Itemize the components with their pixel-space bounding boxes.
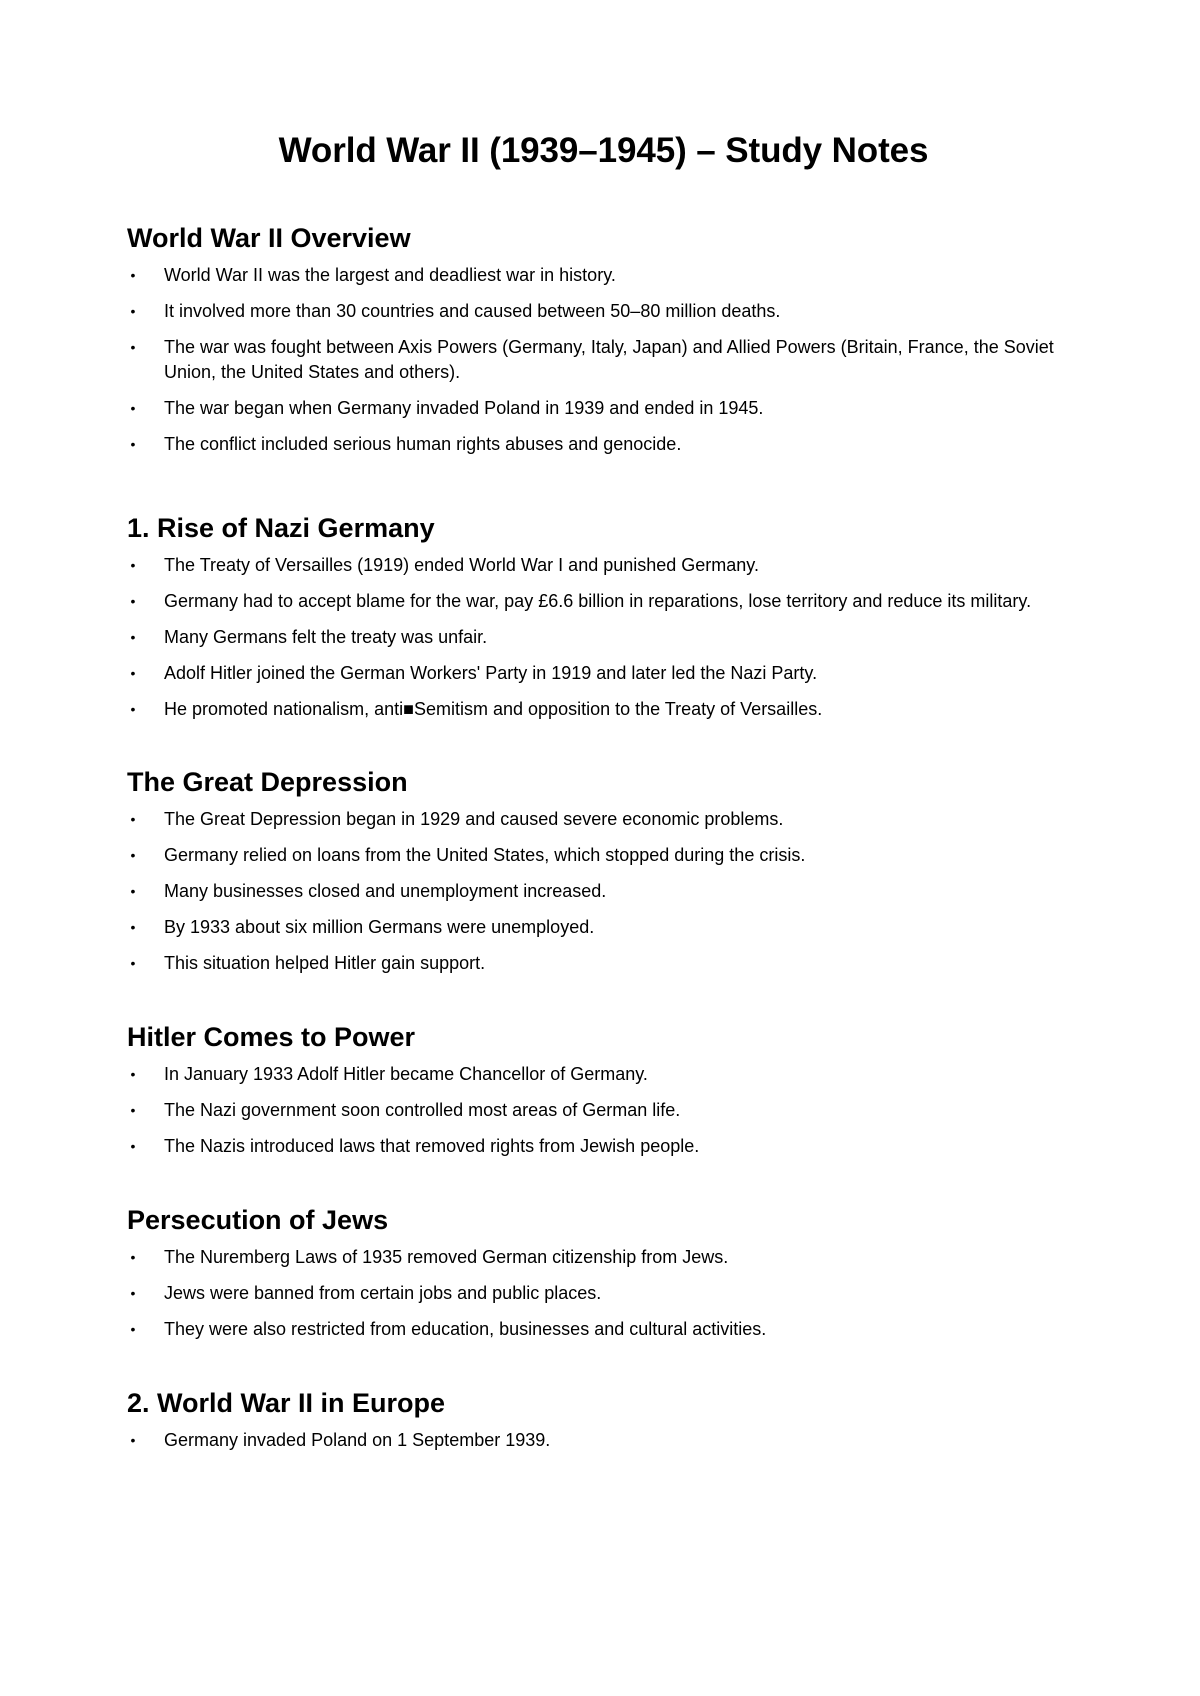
list-item xyxy=(127,1062,1080,1087)
list-item-text: In January 1933 Adolf Hitler became Chancellor of Germany. xyxy=(164,1064,648,1084)
section-heading: 1. Rise of Nazi Germany xyxy=(127,513,435,543)
section-heading: World War II Overview xyxy=(127,223,411,253)
bullet-icon: • xyxy=(130,919,136,935)
bullet-icon: • xyxy=(130,883,136,899)
list-item xyxy=(127,1098,1080,1123)
section xyxy=(127,762,1080,976)
document-title: World War II (1939–1945) – Study Notes xyxy=(278,131,929,170)
bullet-icon: • xyxy=(130,1249,136,1265)
bullet-icon: • xyxy=(130,339,136,355)
list-item-text: Germany had to accept blame for the war, pay £6.6 billion in reparations, lose territory and reduce its military. xyxy=(164,591,1032,611)
section-heading: Persecution of Jews xyxy=(127,1205,389,1235)
list-item-text: Jews were banned from certain jobs and public places. xyxy=(164,1283,602,1303)
section xyxy=(127,1200,1080,1342)
list-item xyxy=(127,1317,1080,1342)
bullet-list xyxy=(127,1245,1080,1342)
list-item xyxy=(127,263,1080,288)
list-item xyxy=(127,697,1080,722)
section xyxy=(127,218,1080,457)
list-item-text: The Nuremberg Laws of 1935 removed German citizenship from Jews. xyxy=(164,1247,729,1267)
bullet-icon: • xyxy=(130,303,136,319)
bullet-icon: • xyxy=(130,1102,136,1118)
list-item-text: It involved more than 30 countries and caused between 50–80 million deaths. xyxy=(164,301,781,321)
bullet-list xyxy=(127,1062,1080,1159)
list-item xyxy=(127,843,1080,868)
section xyxy=(127,508,1080,722)
bullet-list xyxy=(127,553,1080,722)
list-item-text: Germany invaded Poland on 1 September 1939. xyxy=(164,1430,551,1450)
list-item xyxy=(127,299,1080,324)
list-item xyxy=(127,661,1080,686)
list-item xyxy=(127,335,1080,385)
list-item xyxy=(127,951,1080,976)
list-item-text: By 1933 about six million Germans were unemployed. xyxy=(164,917,595,937)
list-item xyxy=(127,553,1080,578)
section xyxy=(127,1383,1080,1453)
list-item-text: The Nazis introduced laws that removed rights from Jewish people. xyxy=(164,1136,700,1156)
list-item-text: Adolf Hitler joined the German Workers' Party in 1919 and later led the Nazi Party. xyxy=(164,663,818,683)
list-item-text: Many Germans felt the treaty was unfair. xyxy=(164,627,488,647)
bullet-icon: • xyxy=(130,955,136,971)
list-item xyxy=(127,1281,1080,1306)
bullet-list xyxy=(127,1428,1080,1453)
bullet-icon: • xyxy=(130,701,136,717)
bullet-icon: • xyxy=(130,593,136,609)
list-item xyxy=(127,396,1080,421)
document-body xyxy=(127,218,1080,1453)
bullet-list xyxy=(127,807,1080,976)
bullet-icon: • xyxy=(130,436,136,452)
list-item-text: He promoted nationalism, anti■Semitism and opposition to the Treaty of Versailles. xyxy=(164,699,823,719)
bullet-icon: • xyxy=(130,629,136,645)
bullet-icon: • xyxy=(130,665,136,681)
section-heading: 2. World War II in Europe xyxy=(127,1388,446,1418)
bullet-icon: • xyxy=(130,557,136,573)
list-item-text: They were also restricted from education, businesses and cultural activities. xyxy=(164,1319,767,1339)
bullet-icon: • xyxy=(130,1432,136,1448)
list-item xyxy=(127,1245,1080,1270)
bullet-icon: • xyxy=(130,847,136,863)
bullet-icon: • xyxy=(130,400,136,416)
list-item-text: World War II was the largest and deadliest war in history. xyxy=(164,265,616,285)
list-item xyxy=(127,807,1080,832)
list-item xyxy=(127,589,1080,614)
list-item xyxy=(127,625,1080,650)
section xyxy=(127,1017,1080,1159)
list-item xyxy=(127,879,1080,904)
list-item-text: The conflict included serious human rights abuses and genocide. xyxy=(164,434,682,454)
bullet-icon: • xyxy=(130,811,136,827)
bullet-icon: • xyxy=(130,267,136,283)
list-item-text: The Treaty of Versailles (1919) ended World War I and punished Germany. xyxy=(164,555,759,575)
list-item-text: Germany relied on loans from the United States, which stopped during the crisis. xyxy=(164,845,806,865)
bullet-icon: • xyxy=(130,1066,136,1082)
list-item-text: This situation helped Hitler gain support. xyxy=(164,953,486,973)
bullet-list xyxy=(127,263,1080,457)
list-item xyxy=(127,915,1080,940)
list-item-text: The Great Depression began in 1929 and caused severe economic problems. xyxy=(164,809,784,829)
section-heading: Hitler Comes to Power xyxy=(127,1022,416,1052)
bullet-icon: • xyxy=(130,1321,136,1337)
section-heading: The Great Depression xyxy=(127,767,408,797)
list-item xyxy=(127,1428,1080,1453)
list-item-text: The Nazi government soon controlled most areas of German life. xyxy=(164,1100,681,1120)
list-item xyxy=(127,432,1080,457)
list-item-text: Many businesses closed and unemployment increased. xyxy=(164,881,607,901)
bullet-icon: • xyxy=(130,1138,136,1154)
list-item-text: The war began when Germany invaded Poland in 1939 and ended in 1945. xyxy=(164,398,764,418)
list-item-text: The war was fought between Axis Powers (Germany, Italy, Japan) and Allied Powers (Britain, France, the Soviet Union, the United States and others). xyxy=(164,337,1054,382)
bullet-icon: • xyxy=(130,1285,136,1301)
list-item xyxy=(127,1134,1080,1159)
